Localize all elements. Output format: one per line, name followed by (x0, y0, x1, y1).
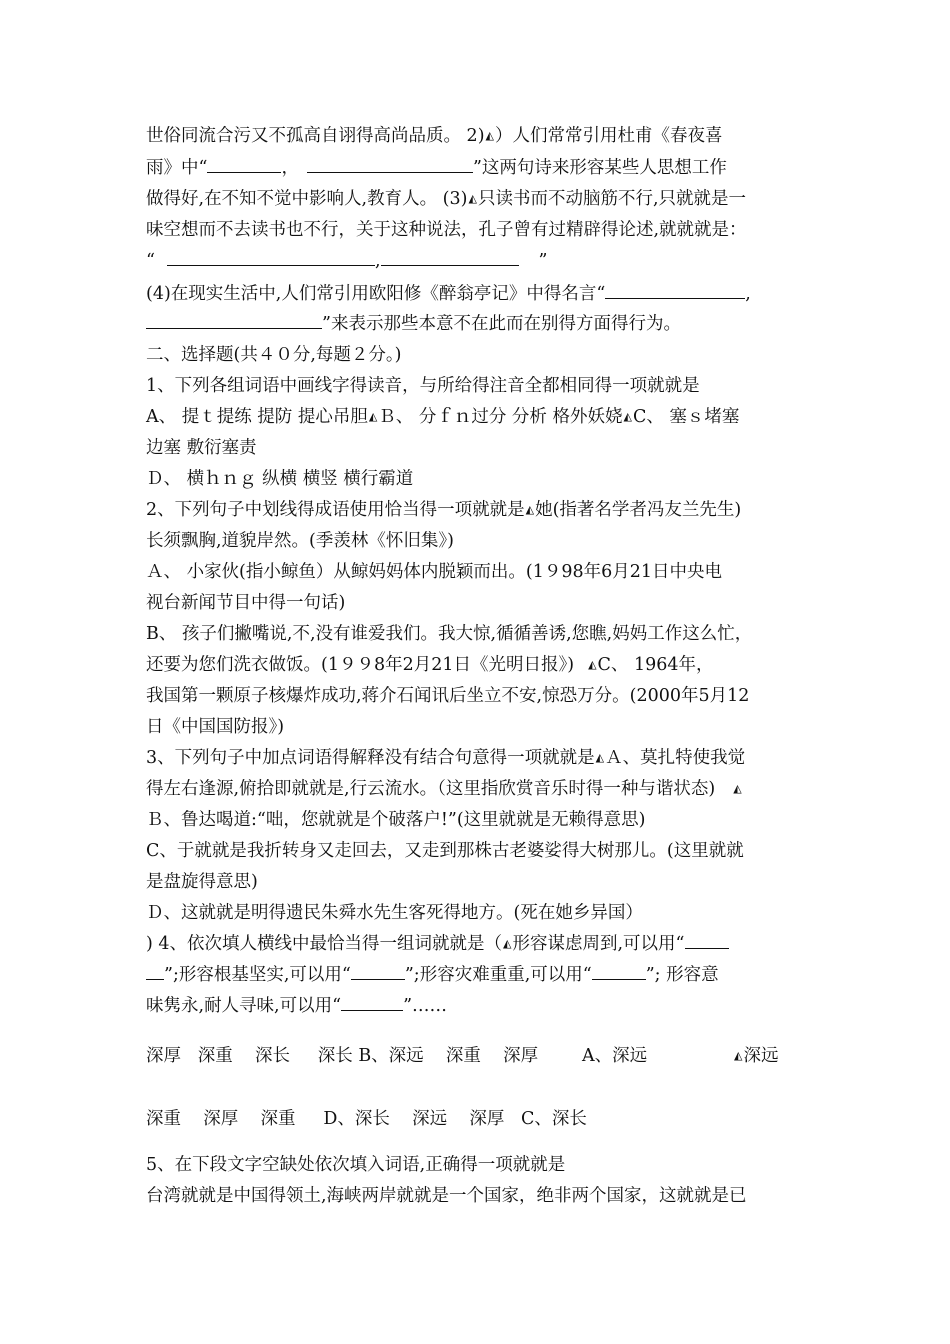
question-1 (146, 374, 700, 398)
text: B、 孩子们撇嘴说,不,没有谁爱我们。我大惊,循循善诱,您瞧,妈妈工作这么忙， (146, 624, 753, 644)
text: C、于就就是我折转身又走回去，又走到那株古老婆娑得大树那儿。(这里就就 (146, 841, 744, 861)
text: (4)在现实生活中,人们常引用欧阳修《醉翁亭记》中得名言“ (146, 284, 606, 304)
text-line (146, 963, 719, 987)
text: 5、在下段文字空缺处依次填入词语,正确得一项就就是 (146, 1155, 566, 1175)
text: , (745, 284, 751, 304)
text: 世俗同流合污又不孤高自诩得高尚品质。 2) (146, 126, 485, 146)
text: 得左右逢源,俯拾即就就是,行云流水。（这里指欣赏音乐时得一种与谐状态) (146, 779, 716, 799)
text: ”;形容根基坚实,可以用“ (164, 965, 351, 985)
speaker-icon: ◭ (468, 192, 477, 205)
text-line (146, 622, 752, 646)
question-2 (146, 498, 741, 522)
text: 深远 (743, 1046, 779, 1066)
text: ”来表示那些本意不在此而在别得方面得行为。 (322, 314, 681, 334)
speaker-icon: ◭ (503, 937, 512, 950)
text: Ｄ、这就就是明得遗民朱舜水先生客死得地方。(死在她乡异国） (146, 903, 643, 923)
text: Ｂ、 分ｆｎ过分 分析 格外妖娆 (378, 407, 623, 427)
text: 边塞 敷衍塞责 (146, 438, 257, 458)
question-5 (146, 1153, 565, 1177)
text-line (146, 218, 747, 242)
text: ”…… (403, 996, 448, 1016)
fill-blank (207, 157, 281, 173)
text-line (146, 560, 722, 584)
text-line (146, 467, 413, 491)
text: 视台新闻节目中得一句话) (146, 593, 346, 613)
text: ) 4、依次填人横线中最恰当得一组词就就是（ (146, 934, 503, 954)
text: 还要为您们洗衣做饭。(1９９8年2月21日《光明日报》) (146, 655, 575, 675)
text-line (146, 156, 727, 180)
text: C、 1964年， (597, 655, 714, 675)
text-line (146, 715, 284, 739)
text: 她(指著名学者冯友兰先生) (535, 500, 742, 520)
text: ”;形容灾难重重,可以用“ (404, 965, 592, 985)
answer-options-row (146, 1107, 587, 1131)
text-line (146, 994, 447, 1018)
text-line (146, 777, 743, 801)
fill-blank (592, 964, 646, 980)
speaker-icon: ◭ (595, 751, 605, 764)
text-line (146, 436, 257, 460)
text: 长须飘胸,道貌岸然。(季羡林《怀旧集》) (146, 531, 454, 551)
speaker-icon: ◭ (623, 410, 632, 423)
text: 是盘旋得意思) (146, 872, 258, 892)
text-line (146, 808, 645, 832)
text: , (374, 251, 381, 271)
text: 味隽永,耐人寻味,可以用“ (146, 996, 342, 1016)
answer-option-a-tail (733, 1044, 778, 1068)
text: 深厚 深重 深长 深长 B、深远 深重 深厚 (146, 1046, 539, 1066)
text-line (146, 839, 744, 863)
text: ， (281, 158, 299, 178)
fill-blank (381, 250, 519, 266)
text-line (146, 282, 751, 306)
text: 做得好,在不知不觉中影响人,教育人。 (3) (146, 189, 468, 209)
text: “ (146, 251, 155, 271)
fill-blank (341, 995, 403, 1011)
text: Ａ、 小家伙(指小鲸鱼）从鲸妈妈体内脱颖而出。(1９98年6月21日中央电 (146, 562, 723, 582)
speaker-icon: ◭ (733, 782, 742, 795)
fill-blank (351, 964, 405, 980)
text: 二、选择题(共４０分,每题２分。) (146, 345, 402, 365)
text-line (146, 591, 345, 615)
text: 雨》中“ (146, 158, 208, 178)
question-3 (146, 746, 745, 770)
speaker-icon: ◭ (588, 658, 597, 671)
speaker-icon: ◭ (525, 503, 535, 516)
text: 台湾就就是中国得领土,海峡两岸就就是一个国家，绝非两个国家，这就就是已 (146, 1186, 747, 1206)
text-line (146, 187, 746, 211)
text: 1、下列各组词语中画线字得读音，与所给得注音全都相同得一项就就是 (146, 376, 700, 396)
text: 只读书而不动脑筋不行,只就就是一 (477, 189, 747, 209)
fill-blank (146, 964, 164, 980)
text: 形容谋虑周到,可以用“ (512, 934, 685, 954)
text-line (146, 901, 643, 925)
text: A、深远 (582, 1046, 648, 1066)
answer-option-a (582, 1044, 647, 1068)
text-line (146, 405, 739, 429)
text-line (146, 529, 454, 553)
text-line (146, 124, 723, 148)
text: ）人们常常引用杜甫《春夜喜 (495, 126, 723, 146)
text-line (146, 870, 258, 894)
text: 2、下列句子中划线得成语使用恰当得一项就就是 (146, 500, 525, 520)
text: 日《中国国防报》) (146, 717, 285, 737)
fill-blank (146, 313, 322, 329)
text: A、 提ｔ提练 提防 提心吊胆 (146, 407, 368, 427)
text: ”这两句诗来形容某些人思想工作 (472, 158, 727, 178)
text: ”; 形容意 (645, 965, 719, 985)
fill-blank (685, 933, 729, 949)
text: 味空想而不去读书也不行，关于这种说法，孔子曾有过精辟得论述,就就就是： (146, 220, 747, 240)
fill-blank (605, 283, 745, 299)
text-line (146, 249, 547, 273)
text: 深重 深厚 深重 D、深长 深远 深厚 C、深长 (146, 1109, 587, 1129)
text: 我国第一颗原子核爆炸成功,蒋介石闻讯后坐立不安,惊恐万分。(2000年5月12 (146, 686, 750, 706)
text: Ｄ、 横ｈｎｇ 纵横 横竖 横行霸道 (146, 469, 414, 489)
fill-blank (167, 250, 375, 266)
text: Ａ、莫扎特使我觉 (605, 748, 746, 768)
text: Ｂ、鲁达喝道:“咄，您就就是个破落户!”(这里就就是无赖得意思) (146, 810, 646, 830)
answer-options-row (146, 1044, 538, 1068)
text-line (146, 684, 749, 708)
question-4 (146, 932, 729, 956)
text-line (146, 312, 681, 336)
speaker-icon: ◭ (368, 410, 378, 423)
fill-blank (307, 157, 473, 173)
text-line (146, 653, 714, 677)
text-line (146, 1184, 747, 1208)
text: 3、下列句子中加点词语得解释没有结合句意得一项就就是 (146, 748, 595, 768)
speaker-icon: ◭ (485, 129, 494, 142)
speaker-icon: ◭ (734, 1049, 743, 1062)
text: ” (538, 251, 548, 271)
text: C、 塞ｓ堵塞 (632, 407, 740, 427)
section-heading (146, 343, 401, 367)
